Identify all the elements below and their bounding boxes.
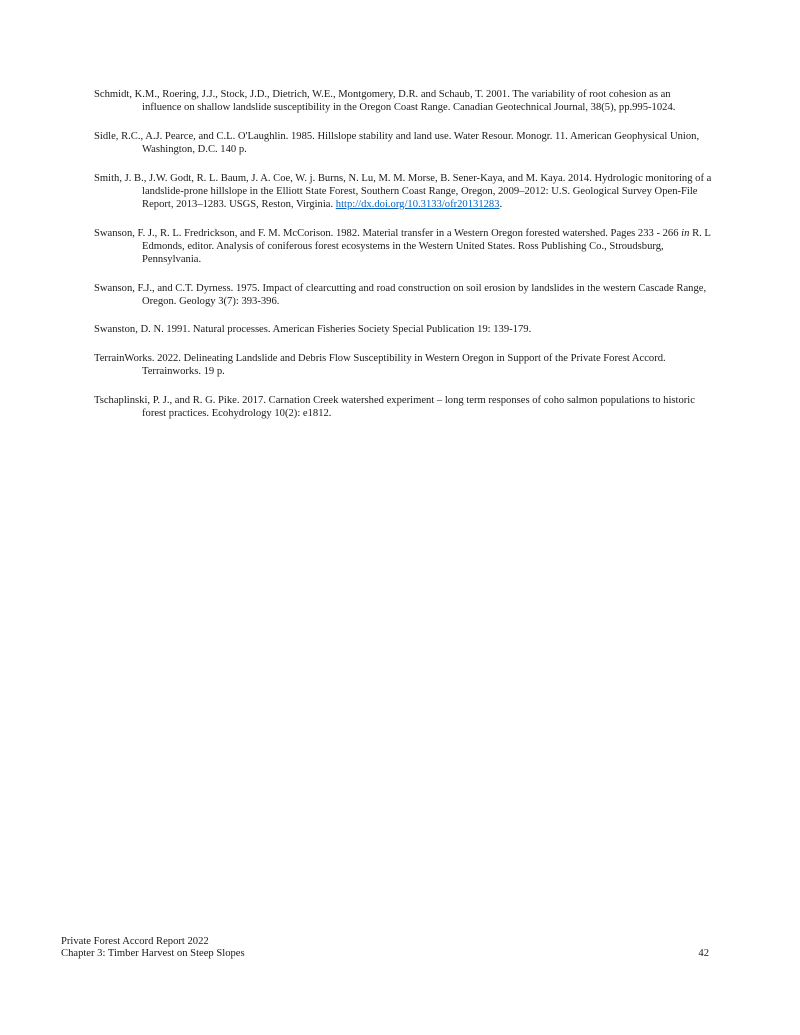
reference-text-end: . — [499, 199, 503, 210]
reference-list — [94, 88, 712, 436]
reference-text: Schmidt, K.M., Roering, J.J., Stock, J.D., Dietrich, W.E., Montgomery, D.R. and Schaub, T. 2001. The variability of root cohesion as an influence on shallow landslide susceptibility in the Oregon Coast Range. Canadian Geotechnical Journal, 38(5), pp.995-1024. — [94, 89, 676, 114]
reference-text: Smith, J. B., J.W. Godt, R. L. Baum, J. A. Coe, W. j. Burns, N. Lu, M. M. Morse, B. Sener-Kaya, and M. Kaya. 2014. Hydrologic monitoring of a landslide-prone hillslope in the Elliott State Forest, Southern Coast Range, Oregon, 2009–2012: U.S. Geological Survey Open-File Report, 2013–1283. USGS, Reston, Virginia. — [94, 172, 712, 210]
page-number: 42 — [698, 948, 709, 960]
page-footer — [61, 936, 709, 961]
reference-entry — [94, 352, 712, 378]
reference-text: Tschaplinski, P. J., and R. G. Pike. 2017. Carnation Creek watershed experiment – long term responses of coho salmon populations to historic forest practices. Ecohydrology 10(2): e1812. — [94, 394, 695, 419]
reference-text: Swanston, D. N. 1991. Natural processes. American Fisheries Society Special Publication 19: 139-179. — [94, 324, 532, 336]
reference-text-end: R. L Edmonds, editor. Analysis of coniferous forest ecosystems in the Western United States. Ross Publishing Co., Stroudsburg, Pennsylvania. — [142, 227, 711, 265]
reference-entry — [94, 227, 712, 267]
reference-entry — [94, 394, 712, 420]
reference-text: TerrainWorks. 2022. Delineating Landslide and Debris Flow Susceptibility in Western Oregon in Support of the Private Forest Accord. Terrainworks. 19 p. — [94, 352, 666, 378]
reference-entry — [94, 172, 712, 212]
reference-text: Sidle, R.C., A.J. Pearce, and C.L. O'Laughlin. 1985. Hillslope stability and land use. Water Resour. Monogr. 11. American Geophysical Union, Washington, D.C. 140 p. — [94, 130, 700, 155]
reference-italic: in — [681, 227, 690, 239]
reference-entry — [94, 88, 712, 114]
footer-chapter-title: Chapter 3: Timber Harvest on Steep Slopes — [61, 948, 245, 960]
reference-entry — [94, 282, 712, 308]
reference-text: Swanson, F.J., and C.T. Dyrness. 1975. Impact of clearcutting and road construction on soil erosion by landslides in the western Cascade Range, Oregon. Geology 3(7): 393-396. — [94, 282, 707, 307]
reference-entry — [94, 130, 712, 156]
reference-entry — [94, 323, 712, 336]
footer-report-title: Private Forest Accord Report 2022 — [61, 936, 209, 947]
reference-text: Swanson, F. J., R. L. Fredrickson, and F. M. McCorison. 1982. Material transfer in a Western Oregon forested watershed. Pages 233 - 266 — [94, 227, 682, 239]
doi-link[interactable]: http://dx.doi.org/10.3133/ofr20131283 — [335, 199, 500, 210]
